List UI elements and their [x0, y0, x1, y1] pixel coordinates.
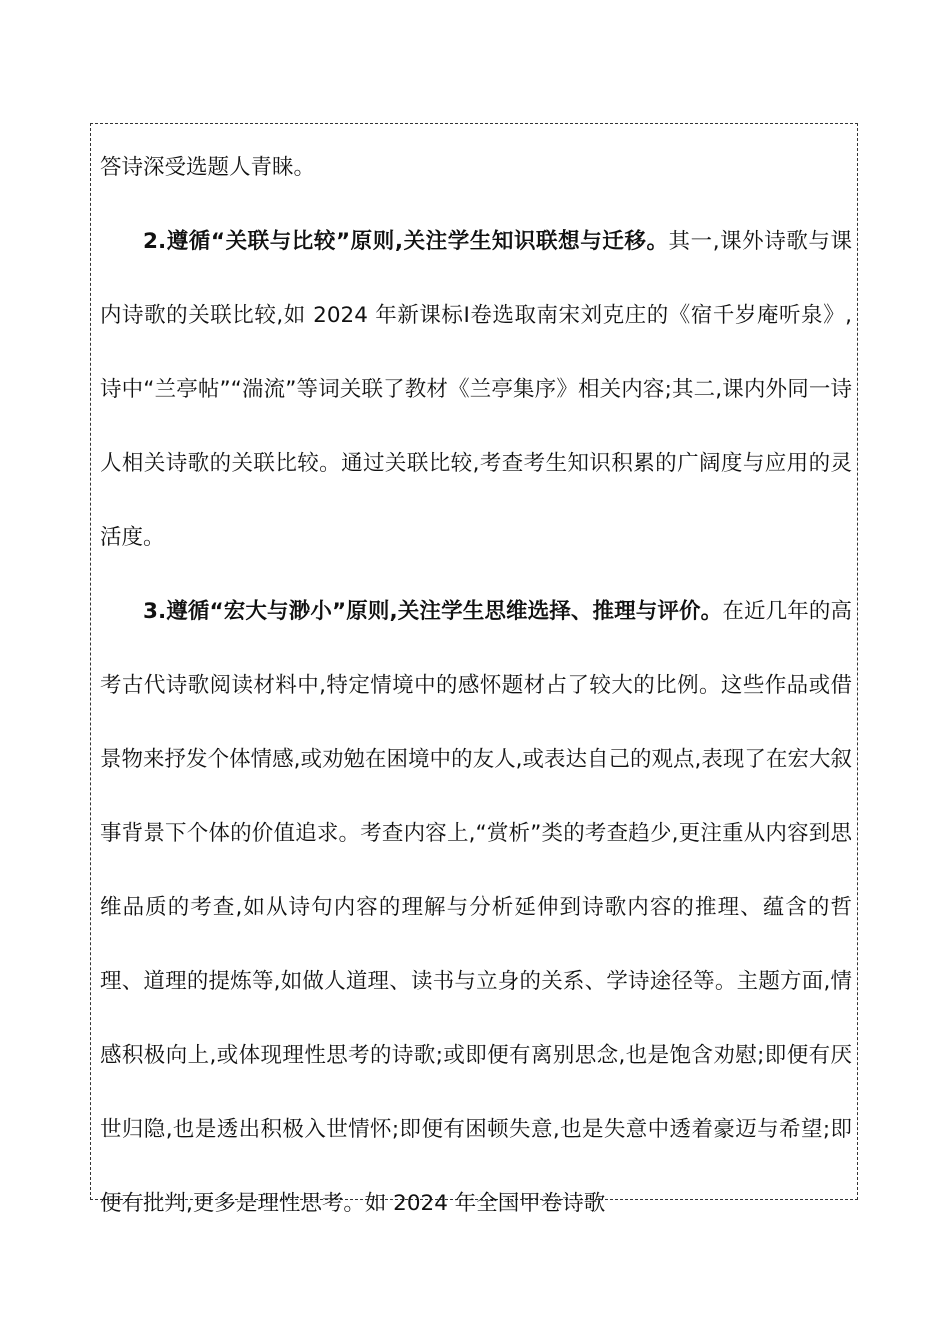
- paragraph-continuation: [100, 131, 852, 205]
- document-body: [100, 131, 852, 1241]
- paragraph-3-body: 在近几年的高考古代诗歌阅读材料中,特定情境中的感怀题材占了较大的比例。这些作品或借景物来抒发个体情感,或劝勉在困境中的友人,或表达自己的观点,表现了在宏大叙事背景下个体的价值追求。考查内容上,“赏析”类的考查趋少,更注重从内容到思维品质的考查,如从诗句内容的理解与分析延伸到诗歌内容的推理、蕴含的哲理、道理的提炼等,如做人道理、读书与立身的关系、学诗途径等。主题方面,情感积极向上,或体现理性思考的诗歌;或即便有离别思念,也是饱含劝慰;即便有厌世归隐,也是透出积极入世情怀;即便有困顿失意,也是失意中透着豪迈与希望;即便有批判,更多是理性思考。如 2024 年全国甲卷诗歌: [100, 599, 852, 1216]
- paragraph-principle-3: [100, 575, 852, 1241]
- paragraph-1-body: 答诗深受选题人青睐。: [100, 155, 316, 180]
- paragraph-2-body: 其一,课外诗歌与课内诗歌的关联比较,如 2024 年新课标Ⅰ卷选取南宋刘克庄的《宿千岁庵听泉》,诗中“兰亭帖”“湍流”等词关联了教材《兰亭集序》相关内容;其二,课内外同一诗人相关诗歌的关联比较。通过关联比较,考查考生知识积累的广阔度与应用的灵活度。: [100, 229, 852, 550]
- paragraph-2-heading: 2.遵循“关联与比较”原则,关注学生知识联想与迁移。: [143, 229, 669, 254]
- paragraph-3-heading: 3.遵循“宏大与渺小”原则,关注学生思维选择、推理与评价。: [143, 599, 723, 624]
- paragraph-principle-2: [100, 205, 852, 575]
